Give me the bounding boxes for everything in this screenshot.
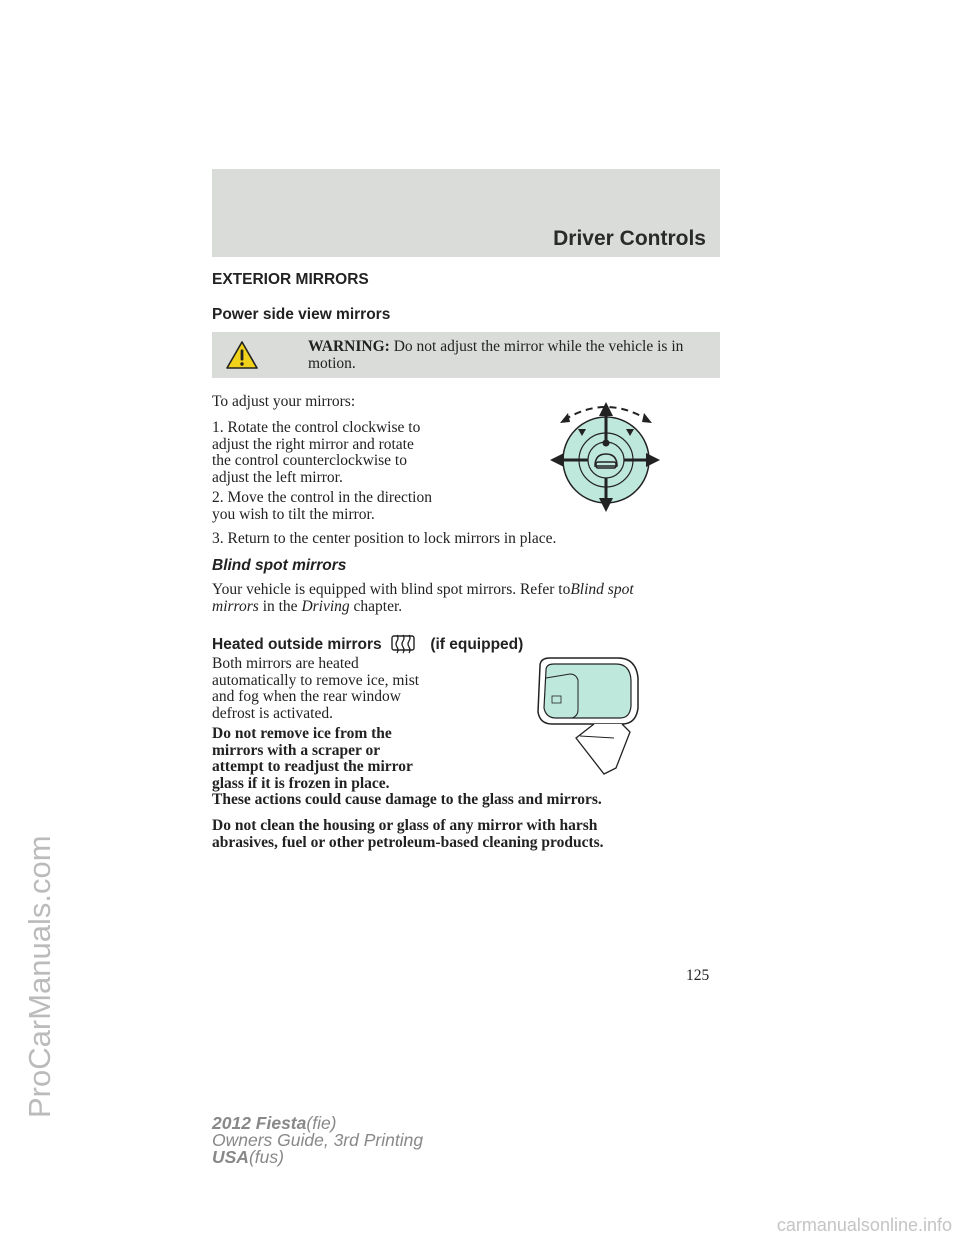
blind-spot-text [212, 582, 634, 615]
side-watermark: ProCarManuals.com [22, 835, 57, 1118]
step-1-line: adjust the right mirror and rotate [212, 435, 414, 453]
ice-caution-line: glass if it is frozen in place. [212, 774, 390, 792]
mirror-control-illustration [546, 398, 664, 516]
adjust-intro: To adjust your mirrors: [212, 393, 356, 410]
step-1-line: the control counterclockwise to [212, 452, 407, 469]
ice-caution-line: mirrors with a scraper or [212, 741, 381, 759]
heated-mirrors-heading [212, 631, 523, 657]
warning-triangle-icon [226, 341, 258, 369]
warning-label: WARNING: [308, 338, 390, 355]
cleaning-caution-line: Do not clean the housing or glass of any mirror with harsh [212, 817, 598, 834]
page-number: 125 [686, 967, 710, 984]
blind-spot-ref: mirrors [212, 597, 259, 615]
blind-spot-heading: Blind spot mirrors [212, 557, 347, 574]
cleaning-caution-line: abrasives, fuel or other petroleum-based cleaning products. [212, 833, 604, 851]
step-3: 3. Return to the center position to lock mirrors in place. [212, 530, 557, 547]
chapter-header-band [212, 169, 720, 257]
step-1-line: adjust the left mirror. [212, 468, 343, 486]
cleaning-caution [212, 818, 604, 851]
footer-market: USA [212, 1147, 249, 1167]
heated-desc-line: Both mirrors are heated [212, 655, 359, 672]
footer-model: 2012 Fiesta [212, 1113, 307, 1133]
footer-printing: Owners Guide, 3rd Printing [212, 1130, 424, 1150]
driving-chapter-ref: Driving [301, 597, 350, 615]
step-2-line: 2. Move the control in the direction [212, 489, 432, 506]
footer-watermark-url: carmanualsonline.info [776, 1215, 952, 1235]
blind-spot-ref: Blind spot [570, 581, 634, 598]
chapter-title: Driver Controls [553, 227, 706, 250]
step-2-line: you wish to tilt the mirror. [212, 505, 375, 523]
section-title: EXTERIOR MIRRORS [212, 271, 369, 288]
ice-caution-line: Do not remove ice from the [212, 725, 392, 742]
rear-defrost-icon [390, 631, 416, 657]
blind-spot-text-part: chapter. [349, 597, 403, 615]
footer-edition [212, 1115, 423, 1166]
heated-desc-line: defrost is activated. [212, 704, 333, 722]
warning-line1: Do not adjust the mirror while the vehicle is in [393, 338, 684, 355]
warning-text [308, 338, 708, 372]
blind-spot-text-part: in the [258, 597, 302, 615]
power-mirrors-heading: Power side view mirrors [212, 306, 391, 323]
heated-mirror-illustration [532, 656, 644, 776]
heated-heading-text: (if equipped) [430, 636, 524, 653]
warning-box [212, 332, 720, 378]
footer-market-code: (fus) [248, 1147, 284, 1167]
heated-description [212, 656, 419, 722]
footer-model-code: (fie) [306, 1113, 337, 1133]
step-2 [212, 490, 432, 523]
step-1 [212, 420, 420, 486]
heated-desc-line: automatically to remove ice, mist [212, 671, 420, 689]
step-1-line: 1. Rotate the control clockwise to [212, 419, 421, 436]
heated-desc-line: and fog when the rear window [212, 688, 401, 705]
ice-caution-line: These actions could cause damage to the glass and mirrors. [212, 791, 602, 808]
heated-heading-text: Heated outside mirrors [212, 636, 382, 653]
blind-spot-text-part: Your vehicle is equipped with blind spot mirrors. Refer to [212, 581, 571, 598]
warning-line2: motion. [308, 355, 356, 372]
ice-caution-line: attempt to readjust the mirror [212, 758, 413, 775]
